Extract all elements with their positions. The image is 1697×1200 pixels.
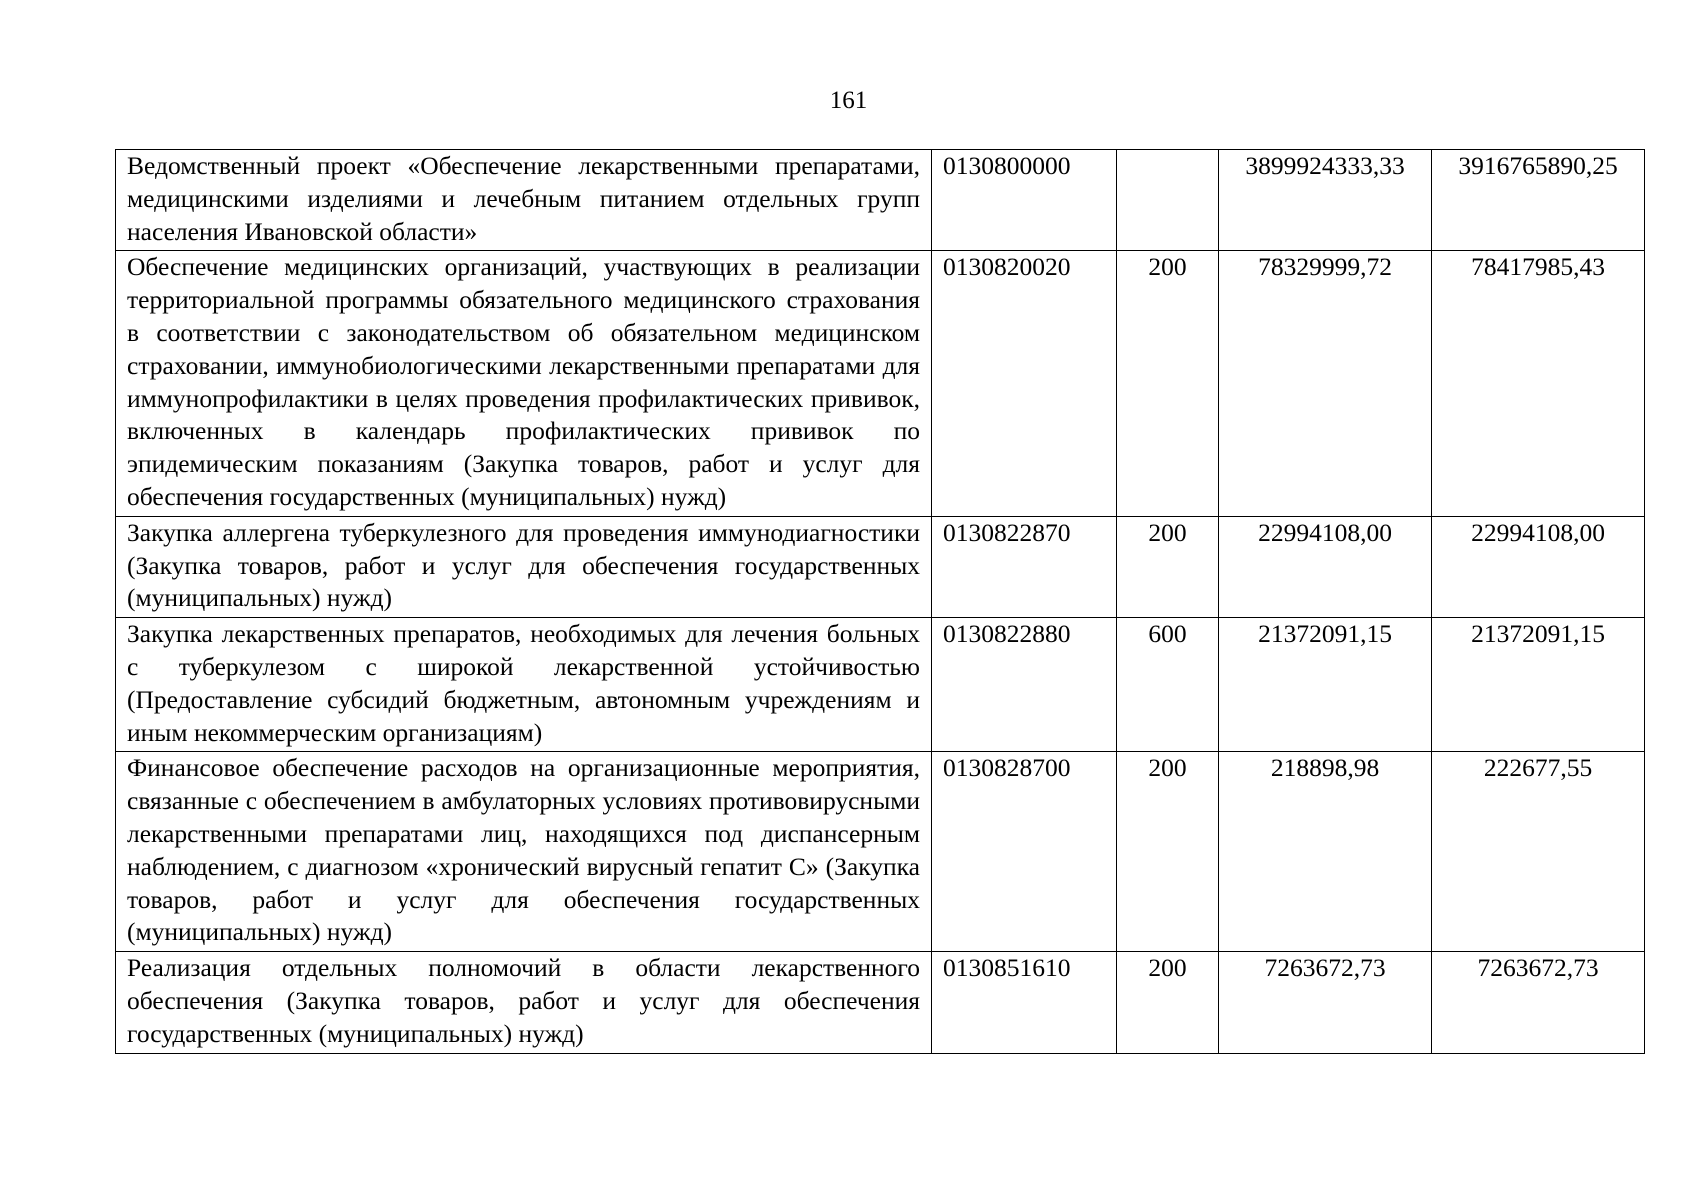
row-description: Закупка аллергена туберкулезного для проведения иммунодиагностики (Закупка товаров, работ и услуг для обеспечения государственных (муниципальных) нужд) bbox=[116, 516, 932, 617]
row-amount-2: 7263672,73 bbox=[1432, 952, 1645, 1053]
row-amount-2: 22994108,00 bbox=[1432, 516, 1645, 617]
row-expense-type bbox=[1117, 150, 1219, 251]
row-description: Ведомственный проект «Обеспечение лекарственными препаратами, медицинскими изделиями и лечебным питанием отдельных групп населения Ивановской области» bbox=[116, 150, 932, 251]
row-description: Финансовое обеспечение расходов на организационные мероприятия, связанные с обеспечением в амбулаторных условиях противовирусными лекарственными препаратами лиц, находящихся под диспансерным наблюдением, с диагнозом «хронический вирусный гепатит С» (Закупка товаров, работ и услуг для обеспечения государственных (муниципальных) нужд) bbox=[116, 752, 932, 952]
page-number: 161 bbox=[829, 87, 868, 114]
row-amount-2: 222677,55 bbox=[1432, 752, 1645, 952]
row-amount-1: 7263672,73 bbox=[1219, 952, 1432, 1053]
row-amount-1: 21372091,15 bbox=[1219, 618, 1432, 752]
row-target-code: 0130851610 bbox=[932, 952, 1117, 1053]
row-expense-type: 600 bbox=[1117, 618, 1219, 752]
row-target-code: 0130800000 bbox=[932, 150, 1117, 251]
row-amount-1: 3899924333,33 bbox=[1219, 150, 1432, 251]
row-expense-type: 200 bbox=[1117, 752, 1219, 952]
row-target-code: 0130822880 bbox=[932, 618, 1117, 752]
row-amount-2: 78417985,43 bbox=[1432, 251, 1645, 516]
row-expense-type: 200 bbox=[1117, 251, 1219, 516]
row-description: Реализация отдельных полномочий в области лекарственного обеспечения (Закупка товаров, работ и услуг для обеспечения государственных (муниципальных) нужд) bbox=[116, 952, 932, 1053]
row-target-code: 0130822870 bbox=[932, 516, 1117, 617]
budget-table bbox=[115, 149, 1645, 1054]
row-expense-type: 200 bbox=[1117, 516, 1219, 617]
table-row bbox=[116, 952, 1645, 1053]
table-row bbox=[116, 516, 1645, 617]
row-description: Закупка лекарственных препаратов, необходимых для лечения больных с туберкулезом с широкой лекарственной устойчивостью (Предоставление субсидий бюджетным, автономным учреждениям и иным некоммерческим организациям) bbox=[116, 618, 932, 752]
row-amount-1: 218898,98 bbox=[1219, 752, 1432, 952]
table-row bbox=[116, 752, 1645, 952]
row-amount-1: 78329999,72 bbox=[1219, 251, 1432, 516]
row-target-code: 0130820020 bbox=[932, 251, 1117, 516]
row-expense-type: 200 bbox=[1117, 952, 1219, 1053]
table-row bbox=[116, 150, 1645, 251]
row-description: Обеспечение медицинских организаций, участвующих в реализации территориальной программы обязательного медицинского страхования в соответствии с законодательством об обязательном медицинском страховании, иммунобиологическими лекарственными препаратами для иммунопрофилактики в целях проведения профилактических прививок, включенных в календарь профилактических прививок по эпидемическим показаниям (Закупка товаров, работ и услуг для обеспечения государственных (муниципальных) нужд) bbox=[116, 251, 932, 516]
table-row bbox=[116, 251, 1645, 516]
row-amount-1: 22994108,00 bbox=[1219, 516, 1432, 617]
row-amount-2: 21372091,15 bbox=[1432, 618, 1645, 752]
table-row bbox=[116, 618, 1645, 752]
row-target-code: 0130828700 bbox=[932, 752, 1117, 952]
row-amount-2: 3916765890,25 bbox=[1432, 150, 1645, 251]
